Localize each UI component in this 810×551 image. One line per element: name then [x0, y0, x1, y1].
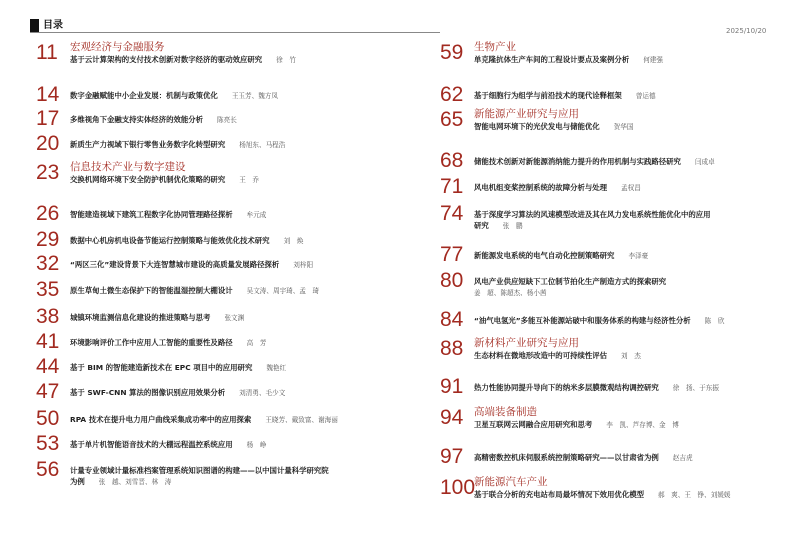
page-number: 38 — [36, 305, 60, 328]
article-authors: 王 乔 — [239, 176, 259, 184]
article-authors: 杨 峥 — [246, 441, 267, 449]
page-number: 94 — [440, 406, 464, 429]
article-title[interactable]: “油气电氢光”多能互补能源站破中和服务体系的构建与经济性分析 陈 欣 — [474, 316, 725, 325]
article-title[interactable]: 智能建造视域下建筑工程数字化协同管理路径探析 牟元成 — [70, 210, 267, 219]
page-number: 77 — [440, 243, 464, 266]
page-number: 97 — [440, 445, 464, 468]
page-number: 100 — [440, 476, 476, 499]
header-marker — [30, 19, 39, 32]
page-number: 23 — [36, 161, 60, 184]
article-title[interactable]: “两区三化”建设背景下大连智慧城市建设的高质量发展路径探析 刘梓阳 — [70, 260, 314, 269]
article-authors: 张 鹏 — [502, 222, 523, 230]
section-heading: 新能源汽车产业 — [474, 476, 548, 488]
toc-entry[interactable] — [36, 203, 396, 227]
article-authors: 何建强 — [643, 56, 663, 64]
article-authors: 魏艳红 — [266, 364, 287, 372]
page-number: 84 — [440, 308, 464, 331]
article-authors: 高 芳 — [246, 339, 267, 347]
toc-entry[interactable] — [440, 338, 800, 362]
section-heading: 新能源产业研究与应用 — [474, 108, 579, 120]
page-number: 11 — [36, 41, 58, 64]
section-heading: 新材料产业研究与应用 — [474, 337, 579, 349]
article-authors: 吴文涛、周宇琦、孟 琦 — [246, 287, 320, 295]
article-title[interactable]: 基于深度学习算法的风速模型改进及其在风力发电系统性能优化中的应用 — [474, 210, 711, 219]
page-number: 91 — [440, 375, 464, 398]
page-number: 26 — [36, 202, 60, 225]
article-title-continued: 为例 张 越、刘雪晋、林 涛 — [70, 477, 172, 486]
toc-entry[interactable] — [440, 202, 800, 230]
toc-entry[interactable] — [440, 84, 800, 108]
toc-entry[interactable] — [440, 309, 800, 333]
article-authors: 徐 竹 — [276, 56, 296, 64]
page-number: 71 — [440, 175, 464, 198]
toc-entry[interactable] — [36, 253, 396, 277]
page-title: 目录 — [43, 20, 63, 31]
toc-entry[interactable] — [440, 109, 800, 133]
section-heading: 信息技术产业与数字建设 — [70, 161, 186, 173]
toc-entry[interactable] — [440, 376, 800, 400]
article-authors: 孟权昌 — [621, 184, 641, 192]
page-number: 32 — [36, 252, 60, 275]
article-title[interactable]: 交换机网络环境下安全防护机制优化策略的研究 王 乔 — [70, 175, 259, 184]
toc-entry[interactable] — [36, 458, 396, 486]
page-number: 80 — [440, 269, 464, 292]
article-title[interactable]: 基于联合分析的充电站布局最坏情况下效用优化模型 郝 爽、王 铮、刘媛媛 — [474, 490, 731, 499]
article-title[interactable]: 原生草甸土微生态保护下的智能温湿控制大棚设计 吴文涛、周宇琦、孟 琦 — [70, 286, 320, 295]
article-title[interactable]: 智能电网环境下的光伏发电与储能优化 贺华国 — [474, 122, 634, 131]
header-divider — [30, 32, 440, 33]
article-title[interactable]: 高精密数控机床伺服系统控制策略研究——以甘肃省为例 赵吉虎 — [474, 453, 693, 462]
toc-entry[interactable] — [440, 176, 800, 200]
article-authors: 李 凯、芦存博、金 博 — [606, 421, 679, 429]
toc-entry[interactable] — [440, 477, 800, 501]
toc-entry[interactable] — [36, 42, 396, 66]
article-authors: 王玉芳、魏方凤 — [231, 92, 278, 100]
article-title[interactable]: 数据中心机房机电设备节能运行控制策略与能效优化技术研究 刘 焕 — [70, 236, 304, 245]
article-title[interactable]: 基于 SWF-CNN 算法的图像识别应用效果分析 刘清勇、毛少文 — [70, 388, 286, 397]
article-title[interactable]: 计量专业领域计量标准档案管理系统知识图谱的构建——以中国计量科学研究院 — [70, 466, 329, 475]
page-number: 44 — [36, 355, 60, 378]
toc-entry[interactable] — [440, 42, 800, 66]
article-title[interactable]: 基于 BIM 的智能建造新技术在 EPC 项目中的应用研究 魏艳红 — [70, 363, 287, 372]
article-title[interactable]: 生态材料在微地形改造中的可持续性评估 刘 杰 — [474, 351, 641, 360]
article-title[interactable]: 新能源发电系统的电气自动化控制策略研究 李泽豪 — [474, 251, 649, 260]
article-authors: 张 越、刘雪晋、林 涛 — [98, 478, 172, 486]
article-authors: 郝 爽、王 铮、刘媛媛 — [658, 491, 731, 499]
section-heading: 宏观经济与金融服务 — [70, 41, 165, 53]
page-number: 29 — [36, 228, 60, 251]
toc-entry[interactable] — [36, 381, 396, 405]
article-authors: 陈亮长 — [217, 116, 237, 124]
article-authors: 牟元成 — [246, 211, 267, 219]
page-number: 20 — [36, 132, 60, 155]
article-title[interactable]: 储能技术创新对新能源消纳能力提升的作用机制与实践路径研究 闫成卓 — [474, 157, 715, 166]
page-number: 14 — [36, 83, 60, 106]
toc-entry[interactable] — [36, 331, 396, 355]
page-number: 47 — [36, 380, 60, 403]
article-authors: 贺华国 — [613, 123, 634, 131]
toc-entry[interactable] — [36, 408, 396, 432]
toc-entry[interactable] — [36, 356, 396, 380]
toc-entry[interactable] — [36, 306, 396, 330]
article-title[interactable]: 多维视角下金融支持实体经济的效能分析 陈亮长 — [70, 115, 237, 124]
toc-entry[interactable] — [36, 162, 396, 186]
article-authors: 闫成卓 — [694, 158, 715, 166]
article-authors: 赵吉虎 — [672, 454, 693, 462]
article-title[interactable]: 卫星互联网云网融合应用研究和思考 李 凯、芦存博、金 博 — [474, 420, 679, 429]
toc-entry[interactable] — [440, 244, 800, 268]
toc-entry[interactable] — [440, 446, 800, 470]
article-title[interactable]: 数字金融赋能中小企业发展：机制与政策优化 王玉芳、魏方凤 — [70, 91, 278, 100]
article-title[interactable]: 基于单片机智能语音技术的大棚远程温控系统应用 杨 峥 — [70, 440, 267, 449]
page-number: 35 — [36, 278, 60, 301]
article-title[interactable]: 风电产业供应短缺下工位制节拍化生产制造方式的探索研究 — [474, 277, 667, 286]
article-title[interactable]: 风电机组变桨控制系统的故障分析与处理 孟权昌 — [474, 183, 641, 192]
page-number: 68 — [440, 149, 464, 172]
article-authors: 刘 杰 — [621, 352, 641, 360]
page-number: 88 — [440, 337, 464, 360]
page-number: 62 — [440, 83, 464, 106]
article-authors: 王晓芳、戴致富、谢海丽 — [265, 416, 338, 424]
section-heading: 高端装备制造 — [474, 406, 537, 418]
article-title-continued — [474, 287, 547, 299]
article-title[interactable]: 基于云计算架构的支付技术创新对数字经济的驱动效应研究 徐 竹 — [70, 55, 296, 64]
toc-entry[interactable] — [440, 269, 800, 297]
toc-entry[interactable] — [36, 433, 396, 457]
article-title[interactable]: 环境影响评价工作中应用人工智能的重要性及路径 高 芳 — [70, 338, 267, 347]
article-authors: 刘 焕 — [283, 237, 304, 245]
article-authors: 徐 扬、于东振 — [672, 384, 719, 392]
article-authors: 陈 欣 — [704, 317, 725, 325]
toc-entry[interactable] — [36, 279, 396, 303]
article-title[interactable]: 新质生产力视域下银行零售业务数字化转型研究 杨旭东、马程浩 — [70, 140, 286, 149]
article-authors: 张文渊 — [224, 314, 245, 322]
page-number: 59 — [440, 41, 464, 64]
page-number: 56 — [36, 458, 60, 481]
toc-entry[interactable] — [36, 133, 396, 157]
article-authors: 曾运德 — [635, 92, 656, 100]
article-title[interactable]: 基于细胞行为组学与前沿技术的现代诠释框架 曾运德 — [474, 91, 656, 100]
article-authors: 李泽豪 — [628, 252, 649, 260]
article-title[interactable]: 城镇环境监测信息化建设的推进策略与思考 张文渊 — [70, 313, 245, 322]
toc-entry[interactable] — [36, 229, 396, 253]
date-label: 2025/10/20 — [726, 27, 767, 35]
toc-entry[interactable] — [440, 150, 800, 174]
toc-entry[interactable] — [36, 108, 396, 132]
article-title[interactable]: 单克隆抗体生产车间的工程设计要点及案例分析 何建强 — [474, 55, 663, 64]
page-number: 17 — [36, 107, 60, 130]
page-number: 41 — [36, 330, 60, 353]
page-number: 74 — [440, 202, 464, 225]
page-number: 53 — [36, 432, 60, 455]
article-authors: 刘清勇、毛少文 — [239, 389, 286, 397]
article-authors: 姜 超、陈超杰、杨小茜 — [474, 289, 547, 297]
article-title-continued: 研究 张 鹏 — [474, 221, 523, 230]
section-heading: 生物产业 — [474, 41, 516, 53]
page-number: 50 — [36, 407, 60, 430]
toc-entry[interactable] — [440, 407, 800, 431]
article-authors: 杨旭东、马程浩 — [239, 141, 286, 149]
article-title[interactable]: RPA 技术在提升电力用户曲线采集成功率中的应用探索 王晓芳、戴致富、谢海丽 — [70, 415, 338, 424]
page-number: 65 — [440, 108, 464, 131]
toc-entry[interactable] — [36, 84, 396, 108]
article-authors: 刘梓阳 — [293, 261, 314, 269]
article-title[interactable]: 热力性能协同提升导向下的纳米多层膜微观结构调控研究 徐 扬、于东振 — [474, 383, 719, 392]
